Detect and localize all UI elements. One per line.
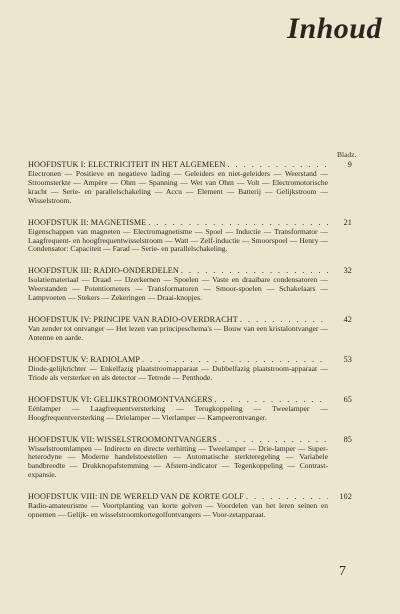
chapter-heading: HOOFDSTUK VIII: IN DE WERELD VAN DE KORTE GOLF [28,492,244,502]
page-column-header: Bladz. [337,150,357,159]
page-number: 7 [339,564,346,579]
page-title: Inhoud [287,12,382,45]
chapter-page: 9 [347,160,352,169]
chapter-description: Diode-gelijkrichter — Enkelfazig plaatstroomapparaat — Dubbelfazig plaatstroom-apparaat — Triode als versterker en als detector — Tetrode — Penthode. [28,363,328,382]
toc-entry-7[interactable] [28,435,352,481]
chapter-heading: HOOFDSTUK V: RADIOLAMP [28,354,140,364]
chapter-description: Eénlamper — Laagfrequentversterking — Terugkoppeling — Tweelamper — Hoogfrequentversterking — Drielamper — Vierlamper — Kampeerontvanger. [28,403,328,422]
toc-entry-5[interactable] [28,355,352,383]
toc-entry-6[interactable] [28,395,352,423]
toc-entry-3[interactable] [28,266,352,303]
chapter-heading: HOOFDSTUK VI: GELIJKSTROOMONTVANGERS [28,394,213,404]
chapter-page: 65 [343,394,352,404]
chapter-description: Eigenschappen van magneten — Electromagnetisme — Spoel — Inductie — Transformator — Laagfrequent- en hoogfrequentwisselstroom — Watt — Zelf-inductie — Smoorspoel — Henry — Condensator: Capaciteit — Farad — Serie- en parallelschakeling. [28,226,328,254]
chapter-heading: HOOFDSTUK I: ELECTRICITEIT IN HET ALGEMEEN [28,160,226,169]
chapter-page: 32 [343,266,352,276]
toc-entry-4[interactable] [28,315,352,343]
table-of-contents [28,160,352,532]
chapter-heading: HOOFDSTUK VII: WISSELSTROOMONTVANGERS [28,434,217,444]
chapter-page: 53 [343,354,352,364]
toc-entry-2[interactable] [28,218,352,255]
chapter-page: 85 [343,434,352,444]
chapter-heading: HOOFDSTUK IV: PRINCIPE VAN RADIO-OVERDRACHT [28,315,238,325]
chapter-heading: HOOFDSTUK III: RADIO-ONDERDELEN [28,266,179,276]
chapter-description: Radio-amateurisme — Voortplanting van korte golven — Voordelen van het leren seinen en opnemen — Gelijk- en wisselstroomkortegolfontvangers — Voor-zetapparaat. [28,501,328,520]
toc-entry-1[interactable] [28,160,352,206]
chapter-description: Wisselstroomlampen — Indirecte en directe verhitting — Tweelamper — Drie-lamper — Super-heterodyne — Moderne handelstoestellen — Automatische sterkteregeling — Variabele bandbreedte — Drukknopafstemming — Afstem-indicator — Tegenkoppeling — Contrast-expansie. [28,443,328,480]
chapter-heading: HOOFDSTUK II: MAGNETISME [28,217,147,227]
chapter-page: 21 [343,217,352,227]
chapter-description: Electronen — Positieve en negatieve lading — Geleiders en niet-geleiders — Weerstand — Stroomsterkte — Ampère — Ohm — Spanning — Wet van Ohm — Volt — Electromotorische kracht — Serie- en parallelschakeling — Accu — Element — Batterij — Gelijkstroom — Wisselstroom. [28,169,328,205]
toc-entry-8[interactable] [28,492,352,520]
leader-dots [217,435,328,445]
chapter-description: Isolatiemateriaal — Draad — IJzerkernen — Spoelen — Vaste en draaibare condensatoren — Weerstanden — Potentiometers — Transformatoren — Smoor-spoelen — Schakelaars — Lampvoeten — Stekers — Zekeringen — Draai-knopjes. [28,275,328,303]
chapter-page: 42 [343,315,352,325]
chapter-description: Van zender tot ontvanger — Het lezen van principeschema's — Bouw van een kristalontvanger — Antenne en aarde. [28,324,328,342]
chapter-page: 102 [339,492,352,502]
